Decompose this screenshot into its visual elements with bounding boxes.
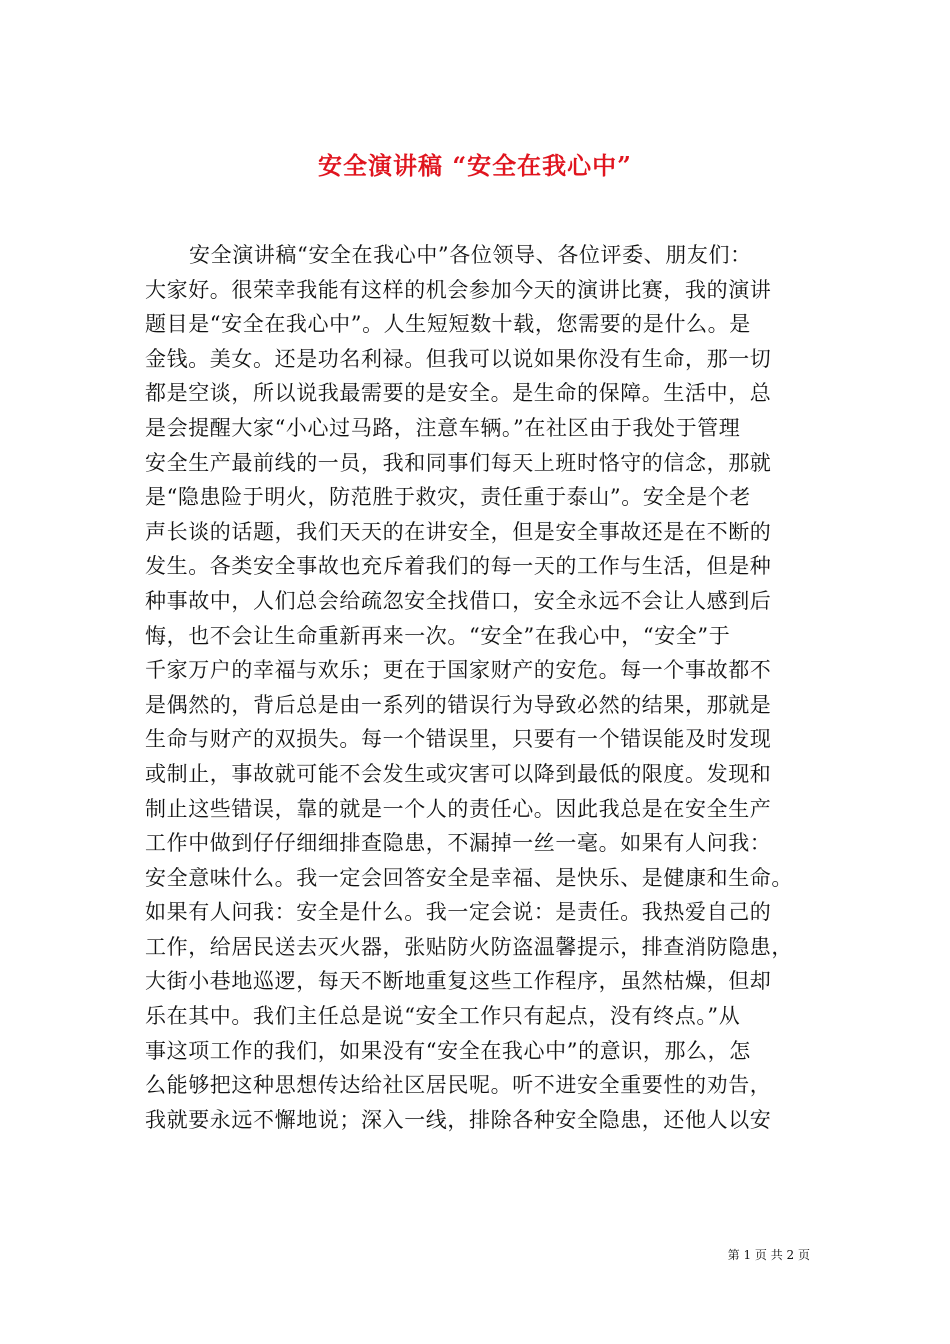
body-line: 制止这些错误，靠的就是一个人的责任心。因此我总是在安全生产	[145, 796, 772, 821]
body-line: 是会提醒大家“小心过马路，注意车辆。”在社区由于我处于管理	[145, 415, 741, 440]
page-number-footer: 第 1 页 共 2 页	[727, 1248, 810, 1262]
body-line: 安全演讲稿“安全在我心中”各位领导、各位评委、朋友们：	[189, 243, 752, 267]
body-line: 发生。各类安全事故也充斥着我们的每一天的工作与生活，但是种	[145, 554, 772, 579]
body-line: 或制止，事故就可能不会发生或灾害可以降到最低的限度。发现和	[145, 761, 772, 786]
body-line: 声长谈的话题，我们天天的在讲安全，但是安全事故还是在不断的	[145, 519, 772, 544]
body-line: 是偶然的，背后总是由一系列的错误行为导致必然的结果，那就是	[145, 692, 772, 717]
body-line: 种事故中，人们总会给疏忽安全找借口，安全永远不会让人感到后	[145, 588, 772, 613]
body-line: 大街小巷地巡逻，每天不断地重复这些工作程序，虽然枯燥，但却	[145, 969, 772, 994]
body-line: 生命与财产的双损失。每一个错误里，只要有一个错误能及时发现	[145, 727, 772, 752]
body-line: 题目是“安全在我心中”。人生短短数十载，您需要的是什么。是	[145, 312, 751, 337]
body-line: 如果有人问我：安全是什么。我一定会说：是责任。我热爱自己的	[145, 900, 772, 925]
body-line: 大家好。很荣幸我能有这样的机会参加今天的演讲比赛，我的演讲	[145, 277, 772, 302]
body-line: 安全意味什么。我一定会回答安全是幸福、是快乐、是健康和生命。	[145, 865, 793, 890]
body-line: 悔，也不会让生命重新再来一次。“安全”在我心中，“安全”于	[145, 623, 731, 648]
body-line: 么能够把这种思想传达给社区居民呢。听不进安全重要性的劝告，	[145, 1073, 772, 1098]
document-body	[145, 238, 825, 1137]
body-line: 都是空谈，所以说我最需要的是安全。是生命的保障。生活中，总	[145, 381, 772, 406]
page-title: 安全演讲稿 “安全在我心中”	[318, 151, 632, 181]
body-line: 事这项工作的我们，如果没有“安全在我心中”的意识，那么，怎	[145, 1038, 751, 1063]
body-line: 安全生产最前线的一员，我和同事们每天上班时恪守的信念，那就	[145, 450, 772, 475]
body-line: 是“隐患险于明火，防范胜于救灾，责任重于泰山”。安全是个老	[145, 485, 751, 510]
body-line: 乐在其中。我们主任总是说“安全工作只有起点，没有终点。”从	[145, 1004, 741, 1029]
body-line: 工作，给居民送去灭火器，张贴防火防盗温馨提示，排查消防隐患，	[145, 934, 793, 959]
body-line: 千家万户的幸福与欢乐；更在于国家财产的安危。每一个事故都不	[145, 658, 772, 683]
body-line: 金钱。美女。还是功名利禄。但我可以说如果你没有生命，那一切	[145, 346, 772, 371]
body-line: 工作中做到仔仔细细排查隐患，不漏掉一丝一毫。如果有人问我：	[145, 831, 772, 856]
body-line: 我就要永远不懈地说；深入一线，排除各种安全隐患，还他人以安	[145, 1107, 772, 1132]
